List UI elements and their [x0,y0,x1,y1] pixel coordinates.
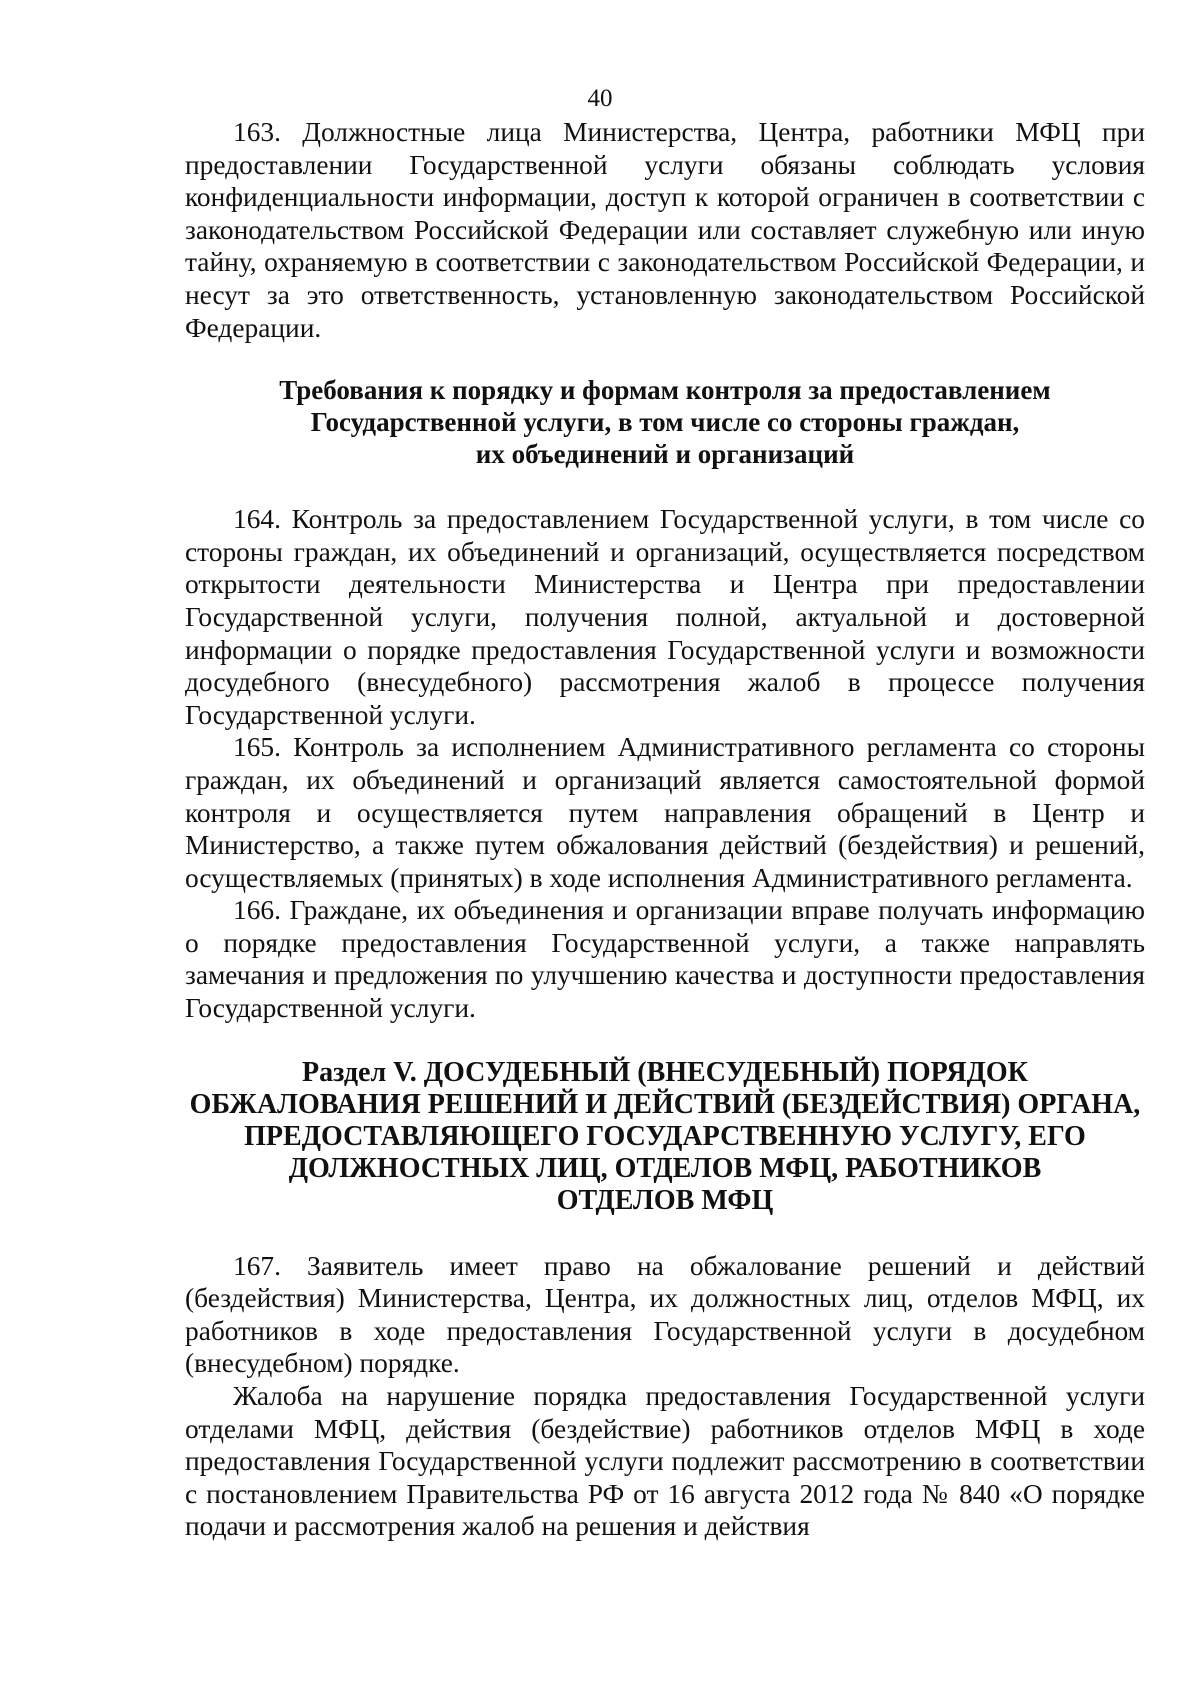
heading-line: их объединений и организаций [475,439,855,470]
document-body [185,116,1145,1543]
paragraph-166: 166. Граждане, их объединения и организации вправе получать информацию о порядке предоставления Государственной услуги, а также направлять замечания и предложения по улучшению качества и доступности предоставления Государственной услуги. [185,895,1145,1024]
heading-line: Государственной услуги, в том числе со стороны граждан, [310,407,1020,438]
heading-line: Требования к порядку и формам контроля за предоставлением [279,375,1051,406]
heading-line: ОБЖАЛОВАНИЯ РЕШЕНИЙ И ДЕЙСТВИЙ (БЕЗДЕЙСТВИЯ) ОРГАНА, [189,1088,1141,1120]
heading-line: ПРЕДОСТАВЛЯЮЩЕГО ГОСУДАРСТВЕННУЮ УСЛУГУ, ЕГО [244,1120,1086,1152]
paragraph-163: 163. Должностные лица Министерства, Центра, работники МФЦ при предоставлении Государственной услуги обязаны соблюдать условия конфиденциальности информации, доступ к которой ограничен в соответствии с законодательством Российской Федерации или составляет служебную или иную тайну, охраняемую в соответствии с законодательством Российской Федерации, и несут за это ответственность, установленную законодательством Российской Федерации. [185,117,1145,343]
paragraph-164: 164. Контроль за предоставлением Государственной услуги, в том числе со стороны граждан, их объединений и организаций, осуществляется посредством открытости деятельности Министерства и Центра при предоставлении Государственной услуги, получения полной, актуальной и достоверной информации о порядке предоставления Государственной услуги и возможности досудебного (внесудебного) рассмотрения жалоб в процессе получения Государственной услуги. [185,504,1145,730]
paragraph-167: 167. Заявитель имеет право на обжалование решений и действий (бездействия) Министерства, Центра, их должностных лиц, отделов МФЦ, их работников в ходе предоставления Государственной услуги в досудебном (внесудебном) порядке. [185,1250,1145,1379]
heading-line: ДОЛЖНОСТНЫХ ЛИЦ, ОТДЕЛОВ МФЦ, РАБОТНИКОВ [288,1152,1042,1184]
heading-section-5 [185,1057,1145,1217]
paragraph-complaint-mfc: Жалоба на нарушение порядка предоставления Государственной услуги отделами МФЦ, действия (бездействие) работников отделов МФЦ в ходе предоставления Государственной услуги подлежит рассмотрению в соответствии с постановлением Правительства РФ от 16 августа 2012 года № 840 «О порядке подачи и рассмотрения жалоб на решения и действия [185,1381,1145,1542]
heading-control-requirements [185,374,1145,470]
heading-line: ОТДЕЛОВ МФЦ [556,1184,774,1216]
page-number: 40 [587,85,613,112]
heading-line: Раздел V. ДОСУДЕБНЫЙ (ВНЕСУДЕБНЫЙ) ПОРЯДОК [302,1056,1028,1088]
paragraph-165: 165. Контроль за исполнением Административного регламента со стороны граждан, их объединений и организаций является самостоятельной формой контроля и осуществляется путем направления обращений в Центр и Министерство, а также путем обжалования действий (бездействия) и решений, осуществляемых (принятых) в ходе исполнения Административного регламента. [185,732,1145,893]
